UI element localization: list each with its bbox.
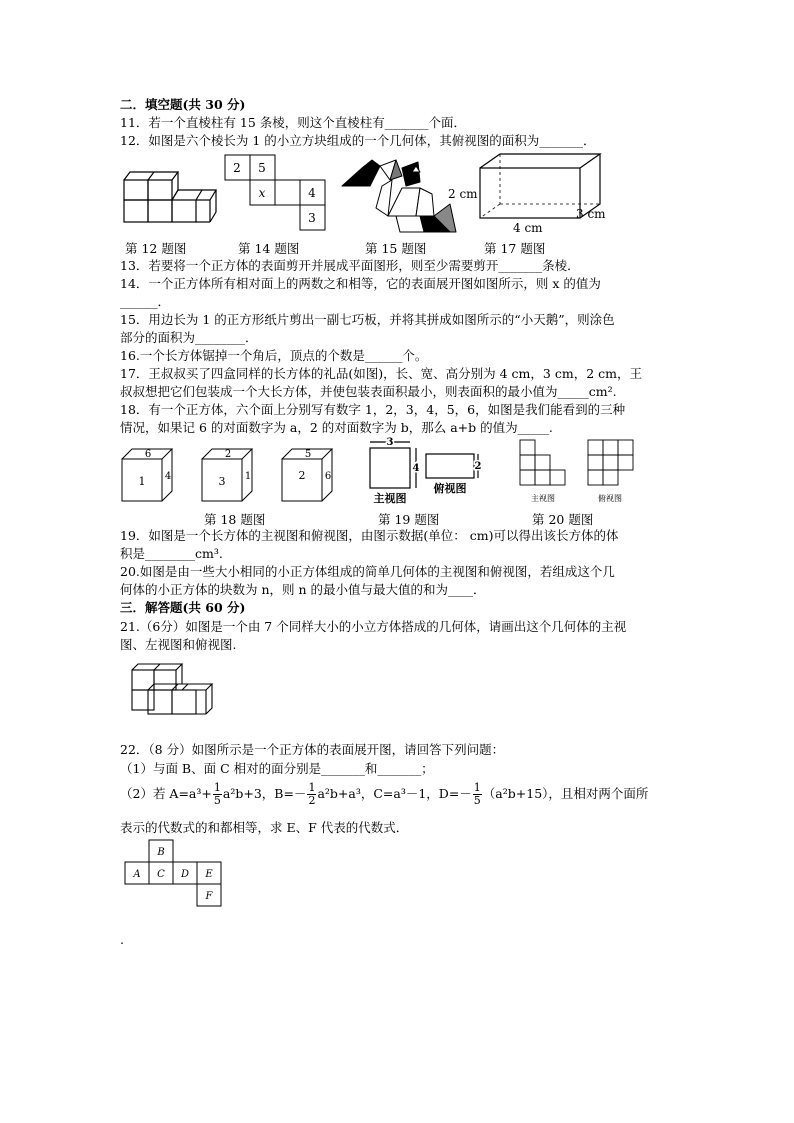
cube3-front: 2: [298, 469, 306, 482]
question-18-line1: 18．有一个正方体，六个面上分别写有数字 1，2，3，4，5，6，如图是我们能看到的三种: [120, 402, 626, 417]
net22-face-A: A: [133, 869, 141, 880]
question-22-line1: 22．（8 分）如图所示是一个正方体的表面展开图，请回答下列问题：: [120, 742, 505, 757]
cube2-front: 3: [218, 475, 226, 488]
question-19-line1: 19．如图是一个长方体的主视图和俯视图，由图示数据(单位： cm)可以得出该长方体的体: [120, 528, 619, 543]
fraction-1-5b: $\frac{1}{5}$: [473, 781, 481, 807]
figure-18-cubes: [118, 443, 358, 507]
end-mark: .: [120, 932, 124, 947]
caption-12: 第 12 题图: [125, 241, 187, 256]
net22-face-B: B: [157, 847, 165, 858]
fig19-dim-h: 4: [412, 463, 420, 474]
figure-21-cubes: [128, 660, 218, 720]
figure-12-cubes: [120, 168, 220, 230]
fraction-1-2: $\frac{1}{2}$: [308, 781, 316, 807]
cube1-top: 6: [144, 449, 152, 460]
question-13: 13．若要将一个正方体的表面剪开并展成平面图形，则至少需要剪开_______条棱．: [120, 258, 580, 273]
question-21-line2: 图、左视图和俯视图.: [120, 637, 237, 652]
question-22-line3: （2）若 A=a³+ $\frac{1}{5}$ a²b+3，B=－ $\frac{1}{2}$ a²b+a³，C=a³－1，D=－ $\frac{1}{5}$ （a²b+15），且相对两个面所: [120, 781, 649, 807]
fig20-front-label: 主视图: [531, 494, 555, 503]
question-17-line1: 17．王叔叔买了四盒同样的长方体的礼品(如图)，长、宽、高分别为 4 cm，3 cm，2 cm，王: [120, 366, 642, 381]
fig19-top-label: 俯视图: [433, 482, 467, 495]
caption-14: 第 14 题图: [238, 241, 300, 256]
net22-face-E: E: [205, 869, 213, 880]
question-12: 12．如图是六个棱长为 1 的小立方块组成的一个几何体，其俯视图的面积为_______．: [120, 133, 596, 148]
question-22-line4: 表示的代数式的和都相等，求 E、F 代表的代数式．: [120, 820, 409, 835]
fig19-dim-d: 2: [474, 461, 482, 472]
cube2-side: 1: [244, 471, 252, 482]
section-2-title: 二．填空题(共 30 分): [120, 97, 246, 112]
cube3-top: 5: [304, 449, 312, 460]
fig19-front-label: 主视图: [373, 492, 407, 505]
figure-17-cuboid: [440, 150, 610, 238]
fraction-1-5: $\frac{1}{5}$: [213, 781, 221, 807]
net22-face-F: F: [205, 891, 213, 902]
question-20-line2: 何体的小正方体的块数为 n，则 n 的最小值与最大值的和为____．: [120, 582, 486, 597]
section-3-title: 三．解答题(共 60 分): [120, 600, 246, 615]
caption-20: 第 20 题图: [532, 512, 594, 527]
question-17-line2: 叔叔想把它们包装成一个大长方体，并使包装表面积最小，则表面积的最小值为_____cm².: [120, 384, 617, 399]
net14-face-x: x: [258, 186, 266, 200]
question-19-line2: 积是________cm³.: [120, 546, 223, 561]
figure-22-net: [124, 838, 224, 914]
caption-18: 第 18 题图: [204, 512, 266, 527]
caption-19: 第 19 题图: [378, 512, 440, 527]
question-18-line2: 情况，如果记 6 的对面数字为 a，2 的对面数字为 b，那么 a+b 的值为_____.: [120, 420, 553, 435]
cube2-top: 2: [224, 449, 232, 460]
net22-face-D: D: [180, 869, 190, 880]
question-21-line1: 21.（6分）如图是一个由 7 个同样大小的小立方体搭成的几何体，请画出这个几何体的主视: [120, 619, 627, 634]
question-14-line1: 14．一个正方体所有相对面上的两数之和相等，它的表面展开图如图所示，则 x 的值为: [120, 276, 601, 291]
net14-face-4: 4: [308, 186, 316, 200]
fig20-top-label: 俯视图: [598, 494, 622, 503]
box17-height: 2 cm: [448, 187, 478, 201]
net14-face-5: 5: [258, 161, 266, 175]
box17-width: 4 cm: [513, 221, 543, 235]
box17-depth: 3 cm: [576, 207, 606, 221]
fig19-dim-w: 3: [386, 437, 394, 448]
question-15-line2: 部分的面积为________．: [120, 330, 258, 345]
caption-17: 第 17 题图: [484, 241, 546, 256]
cube1-front: 1: [138, 475, 146, 488]
figure-20-views: [516, 436, 646, 508]
question-15-line1: 15．用边长为 1 的正方形纸片剪出一副七巧板，并将其拼成如图所示的“小天鹅”，则涂色: [120, 312, 615, 327]
question-22-line2: （1）与面 B、面 C 相对的面分别是_______和_______；: [120, 761, 434, 776]
net14-face-2: 2: [233, 161, 241, 175]
net14-face-3: 3: [308, 211, 316, 225]
question-11: 11．若一个直棱柱有 15 条棱，则这个直棱柱有_______个面．: [120, 115, 467, 130]
question-20-line1: 20.如图是由一些大小相同的小正方体组成的简单几何体的主视图和俯视图，若组成这个几: [120, 564, 615, 579]
cube3-side: 6: [324, 471, 332, 482]
caption-15: 第 15 题图: [365, 241, 427, 256]
question-16: 16.一个长方体锯掉一个角后，顶点的个数是______个。: [120, 348, 428, 363]
figure-19-views: [366, 436, 486, 506]
net22-face-C: C: [157, 869, 165, 880]
question-14-line2: ______．: [120, 294, 171, 309]
figure-14-net: [222, 153, 332, 233]
cube1-side: 4: [164, 471, 172, 482]
